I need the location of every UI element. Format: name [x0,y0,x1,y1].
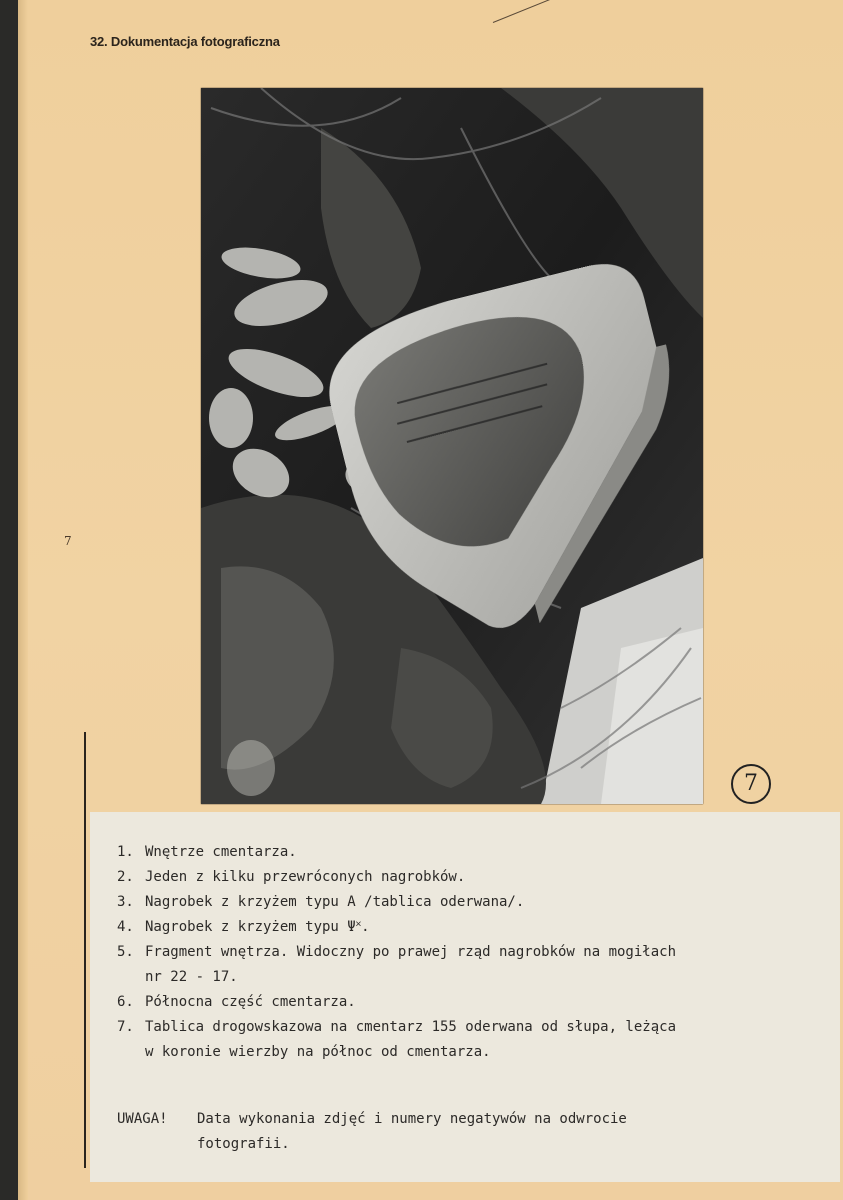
note-text: Data wykonania zdjęć i numery negatywów na odwrocie fotografii. [197,1111,627,1152]
caption-item: 7. Tablica drogowskazowa na cmentarz 155 oderwana od słupa, leżąca w koronie wierzby na północ od cmentarza. [117,1019,677,1060]
caption-list [117,840,676,1065]
caption-item: 1. Wnętrze cmentarza. [117,844,297,860]
photograph [201,88,703,804]
caption-item: 5. Fragment wnętrza. Widoczny po prawej rząd nagrobków na mogiłach nr 22 - 17. [117,944,677,985]
note-label: UWAGA! [117,1111,168,1127]
photo-number-circle: 7 [731,764,771,804]
stray-pencil-line [493,0,581,23]
document-page [18,0,843,1200]
caption-item: 6. Północna część cmentarza. [117,994,356,1010]
margin-line [84,732,86,1168]
stray-pencil-mark: 7 [64,534,72,548]
caption-item: 2. Jeden z kilku przewróconych nagrobków. [117,869,466,885]
caption-item: 3. Nagrobek z krzyżem typu A /tablica oderwana/. [117,894,525,910]
note [117,1107,627,1157]
page-edge-shadow [18,0,28,1200]
caption-slip [90,812,840,1182]
caption-item: 4. Nagrobek z krzyżem typu Ψ˟. [117,919,370,935]
page-header: 32. Dokumentacja fotograficzna [90,34,280,49]
